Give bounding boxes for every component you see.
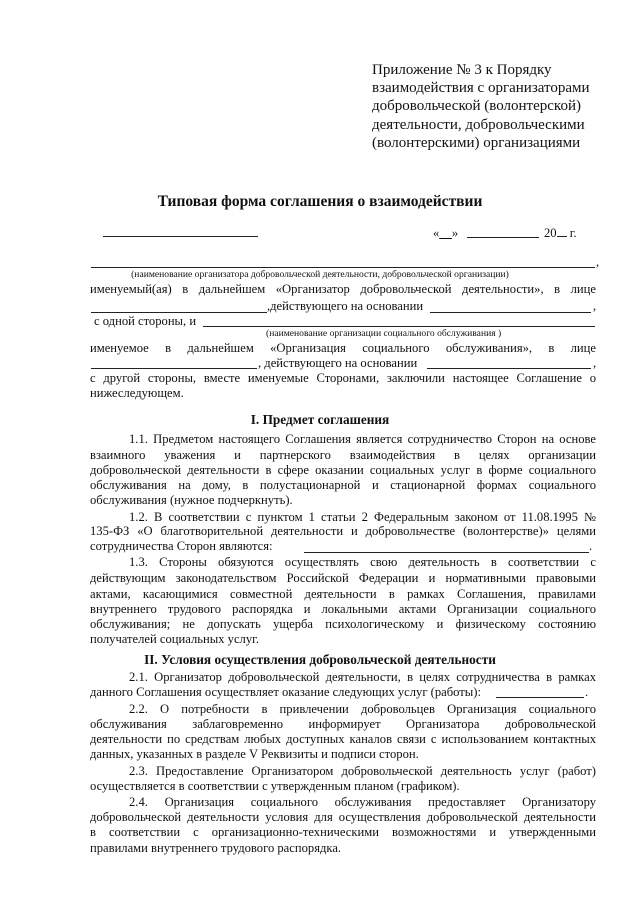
- paragraph-line: в соответствии с организационно-техническими возможностями и утвержденными: [90, 825, 596, 839]
- intro-line-4: именуемое в дальнейшем «Организация социального обслуживания», в лице: [90, 341, 596, 355]
- paragraph-line: получателей социальных услуг.: [90, 632, 260, 646]
- services-blank-line: [496, 697, 584, 698]
- paragraph-line: обслуживания заблаговременно информирует Организатора добровольческой: [90, 717, 596, 731]
- year-blank: [557, 225, 567, 237]
- appendix-line: деятельности, добровольческими: [372, 116, 585, 133]
- paragraph-line: 2.4. Организация социального обслуживания предоставляет Организатору: [129, 795, 596, 809]
- appendix-line: взаимодействия с организаторами: [372, 80, 590, 97]
- appendix-line: добровольческой (волонтерской): [372, 98, 581, 115]
- intro-line-7: нижеследующем.: [90, 386, 184, 400]
- paragraph-line: действующим законодательством Российской Федерации и нормативными правовыми: [90, 571, 596, 585]
- paragraph-line: данных, указанных в разделе V Реквизиты и подписи сторон.: [90, 747, 419, 761]
- year-text: [544, 225, 577, 241]
- paragraph-line: обслуживания (нужное подчеркнуть).: [90, 493, 293, 507]
- paragraph-line: сотрудничества Сторон являются:: [90, 539, 273, 553]
- paragraph-line: обслуживания; не допускать ущерба психологическому и физическому состоянию: [90, 617, 596, 631]
- month-blank-line: [467, 237, 539, 238]
- paragraph-line: осуществляется в соответствии с утвержденным планом (графиком).: [90, 779, 460, 793]
- paragraph-line: 2.2. О потребности в привлечении добровольцев Организация социального: [129, 702, 596, 716]
- paragraph-line: взаимного уважения и партнерского взаимодействия в целях организации: [90, 448, 596, 462]
- comma-mark: ,: [596, 255, 600, 269]
- intro-line-6: с другой стороны, вместе именуемые Сторонами, заключили настоящее Соглашение о: [90, 371, 596, 385]
- day-blank: __: [439, 226, 452, 240]
- section-2-heading: II. Условия осуществления добровольческой деятельности: [144, 652, 496, 667]
- date-line: [433, 225, 458, 241]
- organizer-caption: (наименование организатора добровольческой деятельности, добровольческой организации): [131, 269, 509, 280]
- paragraph-line: внутреннего трудового распорядка и локальными актами Организации социального: [90, 602, 596, 616]
- comma-mark: ,: [593, 356, 597, 370]
- paragraph-line: добровольческой деятельности в сфере оказании социальных услуг в форме социального: [90, 463, 596, 477]
- appendix-line: Приложение № 3 к Порядку: [372, 62, 552, 78]
- paragraph-line: обслуживания на дому, в полустационарной и стационарной формах социального: [90, 478, 596, 492]
- intro-line-3: с одной стороны, и: [94, 314, 197, 328]
- intro-line-5-text: , действующего на основании: [258, 356, 418, 370]
- social-representative-blank-line: [91, 368, 257, 369]
- document-title: Типовая форма соглашения о взаимодействии: [157, 193, 483, 210]
- date-close-quote: »: [451, 226, 459, 240]
- year-prefix: 20: [544, 226, 557, 240]
- paragraph-line: 2.3. Предоставление Организатором добровольческой деятельность услуг (работ): [129, 764, 596, 778]
- comma-mark: ,: [593, 299, 597, 313]
- section-1-heading: I. Предмет соглашения: [250, 412, 390, 427]
- organizer-name-line: [91, 267, 595, 268]
- paragraph-line: 2.1. Организатор добровольческой деятельности, в целях сотрудничества в рамках: [129, 670, 596, 684]
- date-open-quote: «: [433, 226, 440, 240]
- paragraph-line: данного Соглашения осуществляет оказание следующих услуг (работы):: [90, 685, 481, 699]
- paragraph-line: 1.1. Предметом настоящего Соглашения является сотрудничество Сторон на основе: [129, 432, 596, 446]
- year-suffix: г.: [566, 226, 577, 240]
- paragraph-line: правилами внутреннего трудового распорядка.: [90, 841, 342, 855]
- social-basis-blank-line: [427, 368, 591, 369]
- appendix-note: [372, 61, 590, 152]
- paragraph-line: 135-ФЗ «О благотворительной деятельности и добровольчестве (волонтерстве)» целями: [90, 524, 596, 538]
- period-mark: .: [585, 685, 589, 699]
- intro-line-1: именуемый(ая) в дальнейшем «Организатор добровольческой деятельности», в лице: [90, 282, 596, 296]
- paragraph-line: добровольческой деятельности условия для осуществления добровольческой деятельности: [90, 810, 596, 824]
- paragraph-line: актами, касающимися совместной деятельности в рамках Соглашения, правилами: [90, 587, 596, 601]
- intro-line-2-text: ,действующего на основании: [267, 299, 424, 313]
- paragraph-line: деятельности по средствам любых доступных каналов связи с использованием контактных: [90, 732, 596, 746]
- paragraph-line: 1.2. В соответствии с пунктом 1 статьи 2 Федеральным законом от 11.08.1995 №: [129, 510, 596, 524]
- period-mark: .: [589, 539, 593, 553]
- social-org-name-line: [203, 326, 595, 327]
- social-org-caption: (наименование организации социального обслуживания ): [266, 328, 502, 339]
- paragraph-line: 1.3. Стороны обязуются осуществлять свою деятельность в соответствии с: [129, 555, 596, 569]
- place-blank-line: [103, 236, 258, 237]
- appendix-line: (волонтерскими) организациями: [372, 134, 581, 151]
- goals-blank-line: [304, 552, 589, 553]
- basis-blank-line: [430, 312, 591, 313]
